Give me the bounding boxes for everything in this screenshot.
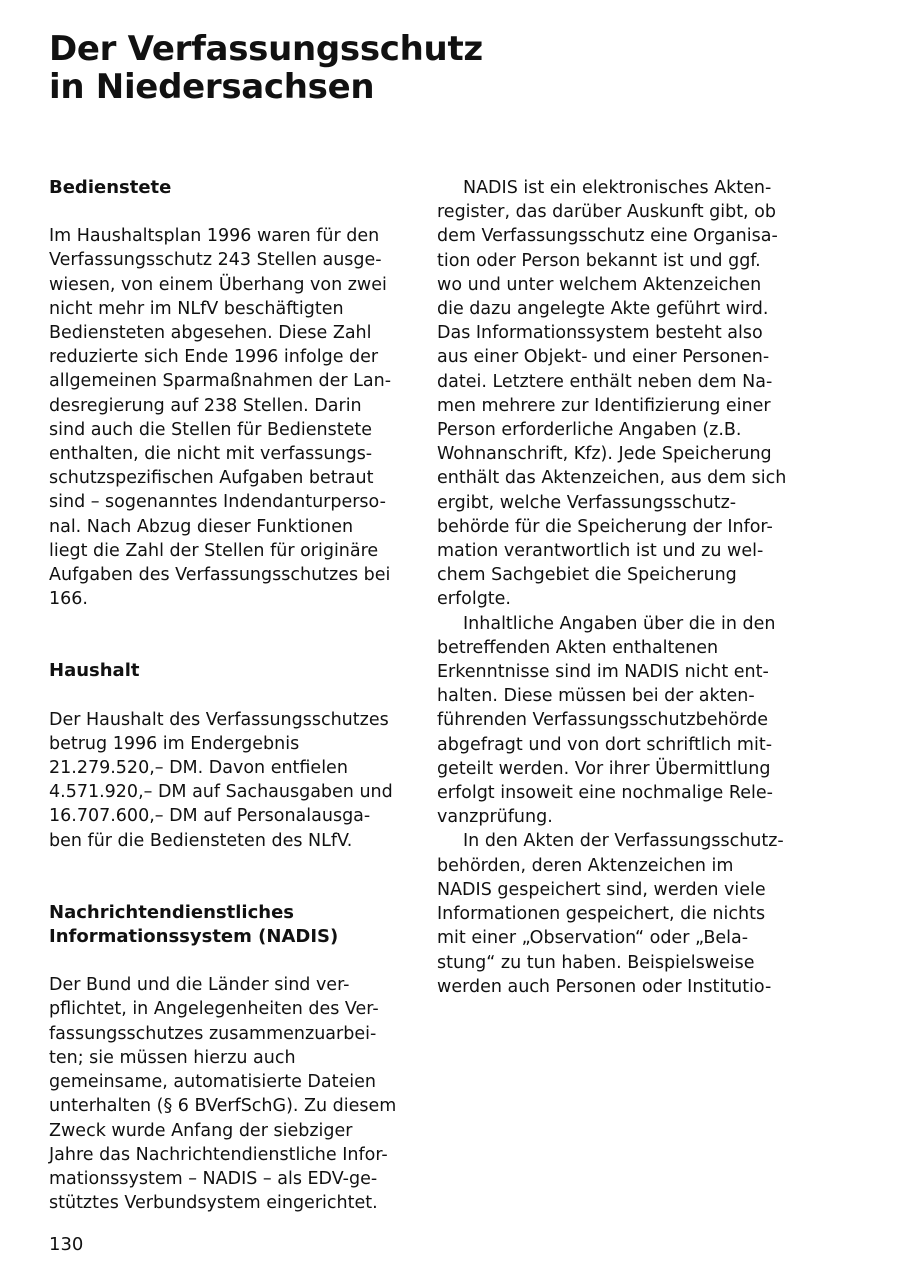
right-column (437, 176, 792, 999)
text-line: pflichtet, in Angelegenheiten des Ver- (49, 999, 379, 1020)
text-line: liegt die Zahl der Stellen für originäre (49, 540, 379, 561)
text-line: gemeinsame, automatisierte Dateien (49, 1072, 376, 1093)
text-line: behörde für die Speicherung der Infor- (437, 516, 773, 537)
heading-line: Haushalt (49, 660, 140, 682)
text-line: ergibt, welche Verfassungsschutz- (437, 492, 737, 513)
text-line: stung“ zu tun haben. Beispielsweise (437, 952, 755, 973)
text-line: allgemeinen Sparmaßnahmen der Lan- (49, 371, 392, 392)
text-line: enthält das Aktenzeichen, aus dem sich (437, 468, 787, 489)
text-line: Der Bund und die Länder sind ver- (49, 975, 350, 996)
text-line: geteilt werden. Vor ihrer Übermittlung (437, 758, 771, 779)
paragraph (437, 612, 792, 830)
text-line: 166. (49, 589, 88, 610)
text-line: chem Sachgebiet die Speicherung (437, 565, 737, 586)
text-line: In den Akten der Verfassungsschutz- (463, 831, 784, 852)
text-line: register, das darüber Auskunft gibt, ob (437, 202, 776, 223)
text-line: datei. Letztere enthält neben dem Na- (437, 371, 773, 392)
text-line: NADIS gespeichert sind, werden viele (437, 879, 766, 900)
text-line: mit einer „Observation“ oder „Bela- (437, 928, 749, 949)
text-line: 16.707.600,– DM auf Personalausga- (49, 806, 371, 827)
text-line: werden auch Personen oder Institutio- (437, 976, 772, 997)
text-line: betrug 1996 im Endergebnis (49, 733, 300, 754)
text-line: erfolgte. (437, 589, 511, 610)
section-paragraph (49, 708, 404, 853)
text-line: Das Informationssystem besteht also (437, 323, 763, 344)
text-line: unterhalten (§ 6 BVerfSchG). Zu diesem (49, 1096, 397, 1117)
text-line: Erkenntnisse sind im NADIS nicht ent- (437, 662, 769, 683)
section-paragraph (49, 224, 404, 611)
text-line: erfolgt insoweit eine nochmalige Rele- (437, 783, 773, 804)
text-line: behörden, deren Aktenzeichen im (437, 855, 734, 876)
text-line: führenden Verfassungsschutzbehörde (437, 710, 769, 731)
text-line: NADIS ist ein elektronisches Akten- (463, 178, 772, 198)
text-line: Zweck wurde Anfang der siebziger (49, 1120, 353, 1141)
text-line: betreffenden Akten enthaltenen (437, 637, 719, 658)
spacer (49, 611, 404, 659)
heading-line: Nachrichtendienstliches (49, 901, 294, 923)
text-line: die dazu angelegte Akte geführt wird. (437, 299, 769, 320)
text-line: wo und unter welchem Aktenzeichen (437, 274, 762, 295)
text-line: mationssystem – NADIS – als EDV-ge- (49, 1168, 378, 1189)
text-line: men mehrere zur Identifizierung einer (437, 395, 771, 416)
text-line: 4.571.920,– DM auf Sachausgaben und (49, 782, 393, 803)
text-line: reduzierte sich Ende 1996 infolge der (49, 347, 379, 368)
text-line: halten. Diese müssen bei der akten- (437, 686, 755, 707)
text-line: Person erforderliche Angaben (z.B. (437, 420, 742, 441)
text-line: aus einer Objekt- und einer Personen- (437, 347, 770, 368)
text-line: dem Verfassungsschutz eine Organisa- (437, 226, 778, 247)
text-line: mation verantwortlich ist und zu wel- (437, 541, 764, 562)
section-heading (49, 176, 404, 200)
paragraph (437, 829, 792, 998)
text-line: nal. Nach Abzug dieser Funktionen (49, 516, 354, 537)
text-line: stütztes Verbundsystem eingerichtet. (49, 1193, 378, 1214)
spacer (49, 853, 404, 901)
text-line: sind auch die Stellen für Bedienstete (49, 419, 372, 440)
text-line: nicht mehr im NLfV beschäftigten (49, 298, 344, 319)
text-line: tion oder Person bekannt ist und ggf. (437, 250, 761, 271)
title-line: Der Verfassungsschutz (49, 29, 483, 69)
text-line: 21.279.520,– DM. Davon entfielen (49, 758, 348, 779)
section-heading (49, 901, 404, 949)
spacer (49, 684, 404, 708)
text-line: Jahre das Nachrichtendienstliche Infor- (49, 1144, 388, 1165)
text-line: ben für die Bediensteten des NLfV. (49, 830, 353, 851)
text-line: sind – sogenanntes Indendanturperso- (49, 492, 386, 513)
page-number: 130 (49, 1234, 84, 1255)
section-paragraph (49, 973, 404, 1215)
page-title (49, 30, 483, 106)
text-line: desregierung auf 238 Stellen. Darin (49, 395, 362, 416)
spacer (49, 949, 404, 973)
text-line: abgefragt und von dort schriftlich mit- (437, 734, 773, 755)
text-line: Bediensteten abgesehen. Diese Zahl (49, 323, 372, 344)
text-line: Der Haushalt des Verfassungsschutzes (49, 709, 389, 730)
text-line: Verfassungsschutz 243 Stellen ausge- (49, 250, 382, 271)
text-line: fassungsschutzes zusammenzuarbei- (49, 1023, 377, 1044)
title-line: in Niedersachsen (49, 67, 375, 107)
text-line: ten; sie müssen hierzu auch (49, 1047, 296, 1068)
heading-line: Informationssystem (NADIS) (49, 926, 339, 948)
text-line: Aufgaben des Verfassungsschutzes bei (49, 565, 391, 586)
text-line: schutzspezifischen Aufgaben betraut (49, 468, 374, 489)
heading-line: Bedienstete (49, 177, 172, 198)
left-column (49, 176, 404, 1215)
paragraph (437, 176, 792, 612)
text-line: enthalten, die nicht mit verfassungs- (49, 444, 373, 465)
section-heading (49, 659, 404, 683)
text-line: wiesen, von einem Überhang von zwei (49, 274, 387, 295)
text-line: Informationen gespeichert, die nichts (437, 904, 766, 925)
spacer (49, 200, 404, 224)
text-line: Wohnanschrift, Kfz). Jede Speicherung (437, 444, 772, 465)
text-line: Im Haushaltsplan 1996 waren für den (49, 226, 380, 247)
text-line: Inhaltliche Angaben über die in den (463, 613, 776, 634)
text-line: vanzprüfung. (437, 807, 553, 828)
